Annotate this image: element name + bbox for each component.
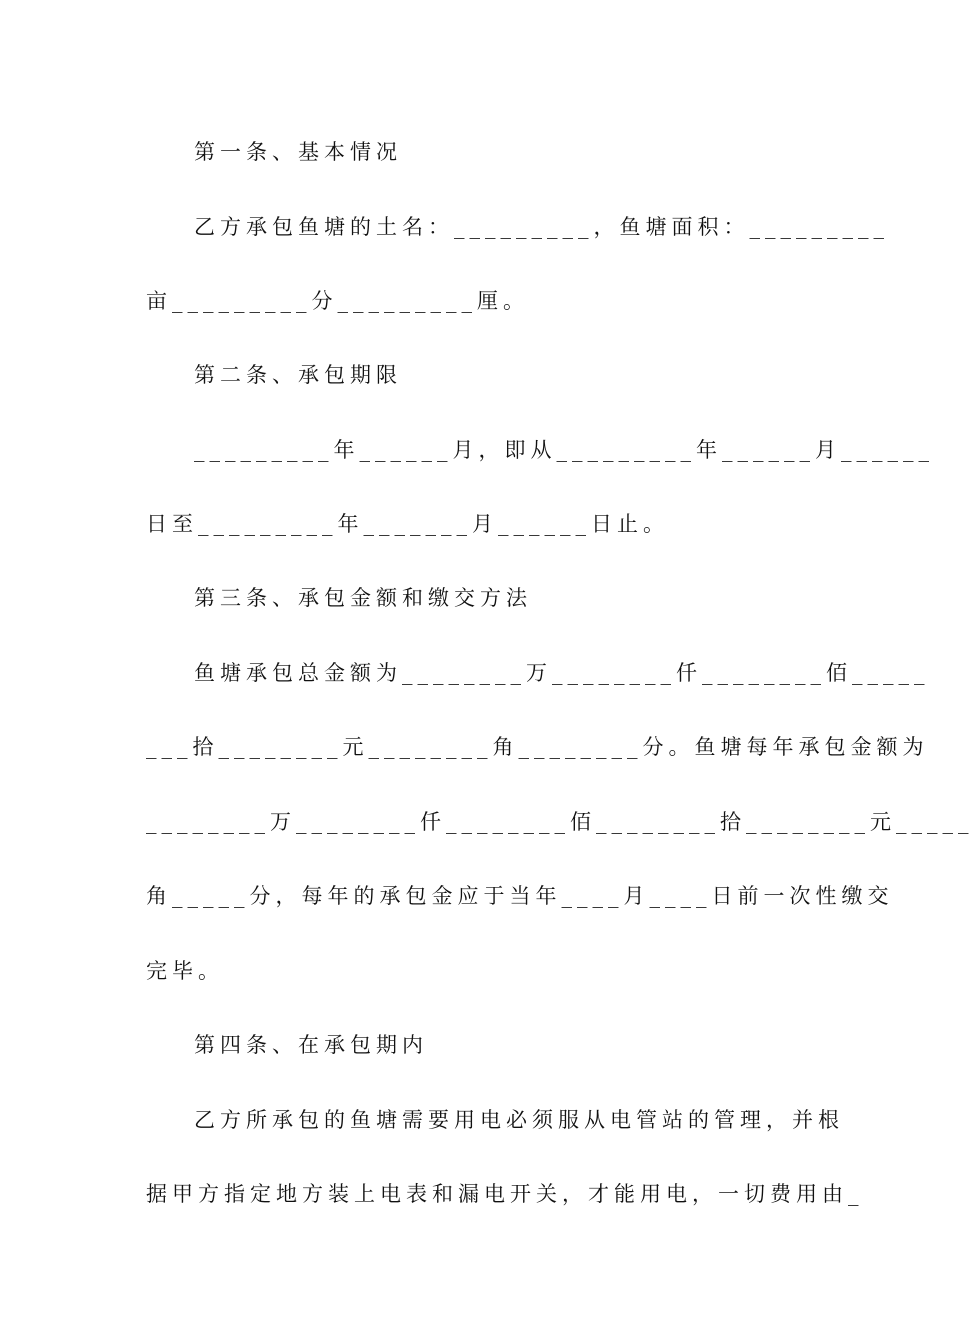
paragraph-line: 角_____分，每年的承包金应于当年____月____日前一次性缴交 — [146, 884, 894, 908]
paragraph-line: ________万________仟________佰________拾________元_____ — [146, 810, 974, 834]
paragraph-line: 乙方所承包的鱼塘需要用电必须服从电管站的管理，并根 — [194, 1108, 844, 1132]
paragraph-line: 乙方承包鱼塘的土名：_________，鱼塘面积：_________ — [194, 215, 889, 239]
article-4-heading: 第四条、在承包期内 — [194, 1033, 428, 1057]
paragraph-line: 鱼塘承包总金额为________万________仟________佰_____ — [194, 661, 930, 685]
paragraph-line: _________年______月，即从_________年______月______ — [194, 438, 934, 462]
paragraph-line: 完毕。 — [146, 959, 224, 983]
paragraph-line: ___拾________元________角________分。鱼塘每年承包金额为 — [146, 735, 929, 759]
paragraph-line: 日至_________年_______月______日止。 — [146, 512, 669, 536]
article-3-heading: 第三条、承包金额和缴交方法 — [194, 586, 532, 610]
paragraph-line: 亩_________分_________厘。 — [146, 289, 529, 313]
article-1-heading: 第一条、基本情况 — [194, 140, 402, 164]
paragraph-line: 据甲方指定地方装上电表和漏电开关，才能用电，一切费用由_ — [146, 1182, 864, 1206]
article-2-heading: 第二条、承包期限 — [194, 363, 402, 387]
